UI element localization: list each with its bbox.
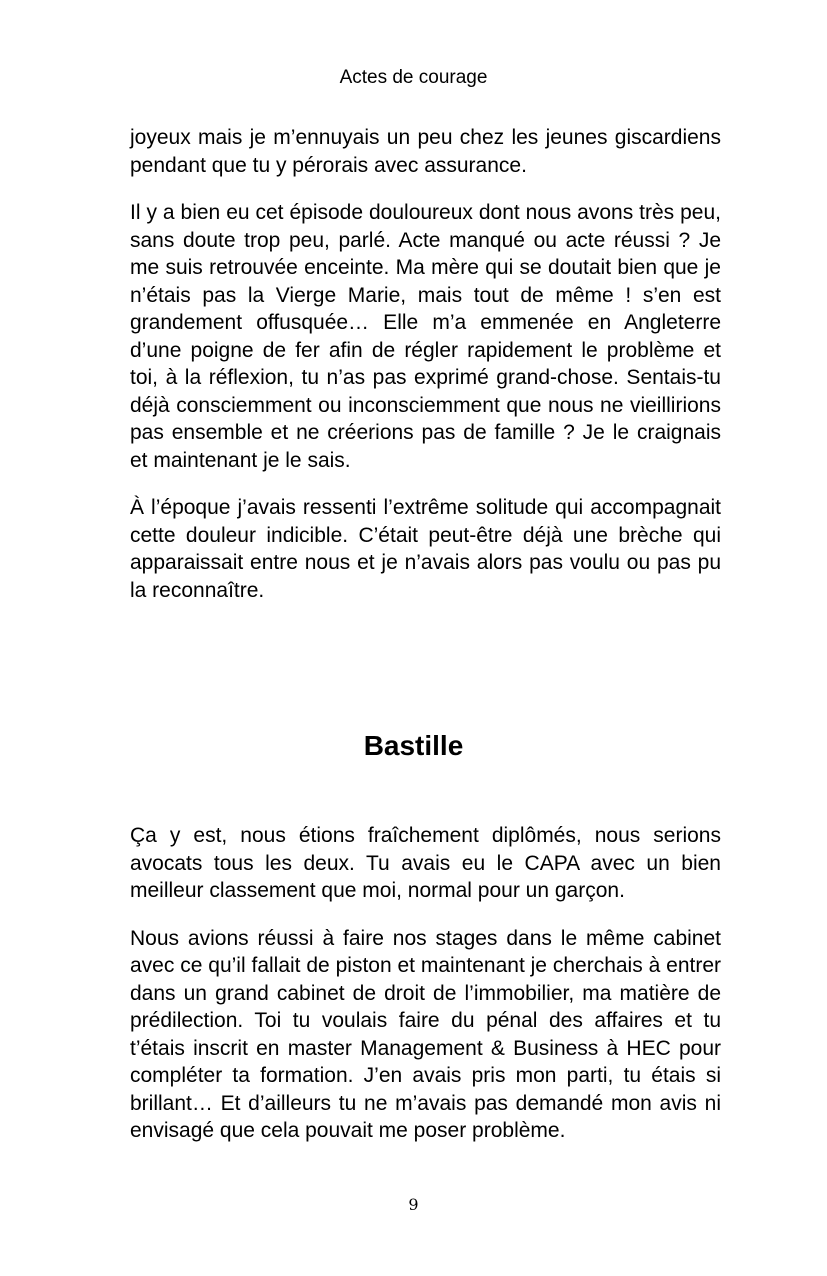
paragraph: Il y a bien eu cet épisode douloureux dont nous avons très peu, sans doute trop peu, parlé. Acte manqué ou acte réussi ? Je me suis retrouvée enceinte. Ma mère qui se doutait bien que je n’étais pas la Vierge Marie, mais tout de même ! s’en est grandement offusquée… Elle m’a emmenée en Angleterre d’une poigne de fer afin de régler rapidement le problème et toi, à la réflexion, tu n’as pas exprimé grand-chose. Sentais-tu déjà consciemment ou inconsciemment que nous ne vieillirions pas ensemble et ne créerions pas de famille ? Je le craignais et maintenant je le sais. [130, 201, 721, 472]
running-header: Actes de courage [339, 67, 488, 88]
body-text-section-2 [130, 822, 721, 1145]
paragraph: Ça y est, nous étions fraîchement diplômés, nous serions avocats tous les deux. Tu avais eu le CAPA avec un bien meilleur classement que moi, normal pour un garçon. [130, 824, 721, 902]
paragraph: Nous avions réussi à faire nos stages dans le même cabinet avec ce qu’il fallait de piston et maintenant je cherchais à entrer dans un grand cabinet de droit de l’immobilier, ma matière de prédilection. Toi tu voulais faire du pénal des affaires et tu t’étais inscrit en master Management & Business à HEC pour compléter ta formation. J’en avais pris mon parti, tu étais si brillant… Et d’ailleurs tu ne m’avais pas demandé mon avis ni envisagé que cela pouvait me poser problème. [130, 926, 721, 1142]
page-number: 9 [408, 1195, 419, 1214]
paragraph: joyeux mais je m’ennuyais un peu chez les jeunes giscardiens pendant que tu y pérorais avec assurance. [130, 126, 721, 177]
paragraph: À l’époque j’avais ressenti l’extrême solitude qui accompagnait cette douleur indicible. C’était peut-être déjà une brèche qui apparaissait entre nous et je n’avais alors pas voulu ou pas pu la reconnaître. [130, 496, 721, 602]
body-text-section-1 [130, 124, 721, 604]
chapter-title: Bastille [363, 730, 464, 761]
